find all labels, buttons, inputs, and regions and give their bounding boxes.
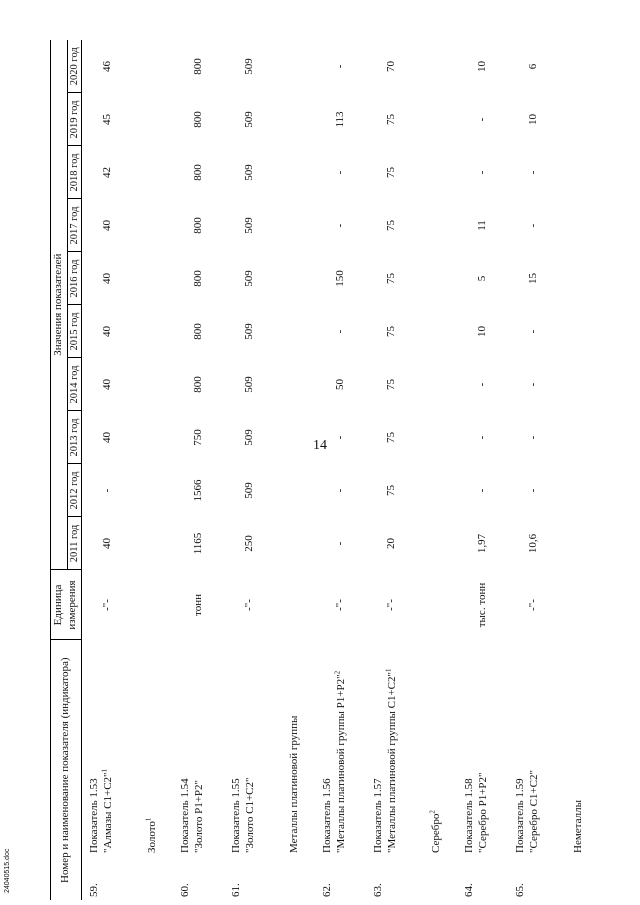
indicator-subtitle-text: "Серебро С1+С2" [528,770,541,853]
indicator-subtitle [386,643,400,853]
indicators-table [50,40,599,900]
section-spacer [559,856,599,900]
section-row [275,40,315,900]
table-row [173,40,224,900]
section-title [275,40,315,856]
value-cell: - [526,329,539,334]
value-cell: - [526,382,539,387]
year-header: 2017 год [67,199,82,252]
section-title [559,40,599,856]
section-row [559,40,599,900]
name-column-header: Номер и наименование показателя (индикатора) [51,640,82,900]
indicator-subtitle-text: "Металлы платиновой группы Р1+Р2" [335,674,348,853]
indicator-subtitle [477,643,491,853]
value-cell: 5 [475,275,488,282]
row-number: 62. [321,883,334,897]
table-row [457,40,508,900]
year-header: 2014 год [67,358,82,411]
unit-cell: тыс. тонн [475,582,488,628]
value-cell: - [333,488,346,493]
indicator-subtitle [193,643,207,853]
footnote-mark: 1 [144,817,153,822]
value-cell: 509 [242,482,255,499]
value-cell: 250 [242,535,255,552]
value-cell: 75 [384,273,397,284]
value-cell: 40 [100,220,113,231]
footnote-mark: 2 [333,670,342,675]
value-cell: 509 [242,58,255,75]
value-cell: 50 [333,379,346,390]
unit-cell: -"- [100,599,113,611]
indicator-title: Показатель 1.58 [463,778,476,853]
value-cell: 15 [526,273,539,284]
indicator-name [508,640,559,856]
footnote-mark: 1 [384,668,393,672]
unit-cell: -"- [242,599,255,611]
value-cell: 75 [384,326,397,337]
value-cell: - [526,223,539,228]
value-cell: 800 [191,58,204,75]
table-row [315,40,366,900]
table-row [366,40,417,900]
indicator-subtitle-text: "Алмазы С1+С2" [102,772,115,853]
year-header: 2016 год [67,252,82,305]
indicator-subtitle [102,643,116,853]
value-cell: 10 [526,114,539,125]
value-cell: 40 [100,379,113,390]
value-cell: 113 [333,111,346,128]
value-cell: 45 [100,114,113,125]
row-number: 63. [372,883,385,897]
value-cell: - [333,223,346,228]
value-cell: - [333,541,346,546]
value-cell: - [333,64,346,69]
footnote-mark: 1 [100,768,109,773]
value-cell: 509 [242,270,255,287]
value-cell: - [526,170,539,175]
value-cell: 20 [384,538,397,549]
table-row [82,40,134,900]
value-cell: 46 [100,60,113,72]
indicator-subtitle [528,643,542,853]
section-title-text: Серебро [430,813,443,853]
indicator-name [366,640,417,856]
indicator-name [224,640,275,856]
value-cell: 509 [242,323,255,340]
section-row [133,40,173,900]
value-cell: 800 [191,323,204,340]
value-cell: 509 [242,429,255,446]
indicator-title: Показатель 1.53 [88,778,101,853]
unit-cell: -"- [526,599,539,611]
indicator-title: Показатель 1.56 [321,778,334,853]
values-header: Значения показателей [51,40,68,570]
page-number: 14 [313,438,327,453]
footer-filename: 24040515.doc [4,848,11,893]
indicator-title: Показатель 1.57 [372,778,385,853]
section-title-text: Неметаллы [572,800,585,853]
value-cell: 75 [384,379,397,390]
value-cell: 150 [333,270,346,287]
section-row [417,40,457,900]
value-cell: 509 [242,111,255,128]
value-cell: 40 [100,273,113,284]
year-header: 2020 год [67,40,82,93]
row-number: 61. [230,883,243,897]
year-header: 2015 год [67,305,82,358]
year-header: 2011 год [67,517,82,570]
value-cell: 75 [384,167,397,178]
value-cell: 800 [191,217,204,234]
section-spacer [275,856,315,900]
value-cell: 509 [242,217,255,234]
value-cell: 70 [384,60,397,72]
indicator-title: Показатель 1.54 [179,778,192,853]
unit-column-header: Единица измерения [51,570,82,640]
value-cell: 1,97 [475,533,488,554]
section-title-text: Металлы платиновой группы [288,715,301,853]
indicator-name [315,640,366,856]
value-cell: - [475,435,488,440]
row-number: 65. [514,883,527,897]
value-cell: 800 [191,164,204,181]
value-cell: 40 [100,538,113,549]
value-cell: - [333,329,346,334]
indicator-name [82,640,134,856]
value-cell: 509 [242,376,255,393]
year-header: 2013 год [67,411,82,464]
value-cell: - [100,488,113,493]
indicator-name [457,640,508,856]
section-title [417,40,457,856]
section-title-text: Золото [146,821,159,853]
value-cell: 1165 [191,532,204,555]
value-cell: 75 [384,432,397,443]
value-cell: 800 [191,270,204,287]
section-spacer [133,856,173,900]
row-number: 64. [463,883,476,897]
indicator-subtitle-text: "Металлы платиновой группы С1+С2" [386,671,399,853]
value-cell: 10 [475,60,488,72]
value-cell: 750 [191,429,204,446]
row-number: 60. [179,883,192,897]
value-cell: - [475,382,488,387]
footnote-mark: 2 [428,810,437,814]
unit-cell: -"- [333,599,346,611]
value-cell: 75 [384,485,397,496]
value-cell: 40 [100,432,113,443]
value-cell: - [475,117,488,122]
unit-cell: -"- [384,599,397,611]
indicator-title: Показатель 1.59 [514,778,527,853]
value-cell: 42 [100,167,113,178]
value-cell: - [333,435,346,440]
indicator-subtitle-text: "Серебро Р1+Р2" [477,772,490,853]
value-cell: - [526,435,539,440]
value-cell: 1566 [191,479,204,502]
value-cell: - [475,170,488,175]
unit-cell: тонн [191,594,204,616]
indicator-subtitle [335,643,349,853]
value-cell: - [333,170,346,175]
table-row [224,40,275,900]
indicator-subtitle-text: "Золото Р1+Р2" [193,779,206,853]
value-cell: - [475,488,488,493]
section-spacer [417,856,457,900]
value-cell: 10,6 [526,533,539,554]
table-row [508,40,559,900]
year-header: 2019 год [67,93,82,146]
table-body [82,40,600,900]
indicator-name [173,640,224,856]
value-cell: - [526,488,539,493]
value-cell: 800 [191,111,204,128]
value-cell: 800 [191,376,204,393]
value-cell: 75 [384,220,397,231]
indicator-title: Показатель 1.55 [230,778,243,853]
indicator-subtitle-text: "Золото С1+С2" [244,777,257,853]
value-cell: 40 [100,326,113,337]
value-cell: 509 [242,164,255,181]
row-number: 59. [88,883,101,897]
year-header: 2012 год [67,464,82,517]
indicator-subtitle [244,643,258,853]
rotated-table-sheet [50,30,610,900]
value-cell: 6 [526,63,539,70]
value-cell: 10 [475,326,488,337]
year-header: 2018 год [67,146,82,199]
value-cell: 75 [384,114,397,125]
section-title [133,40,173,856]
value-cell: 11 [475,220,488,231]
